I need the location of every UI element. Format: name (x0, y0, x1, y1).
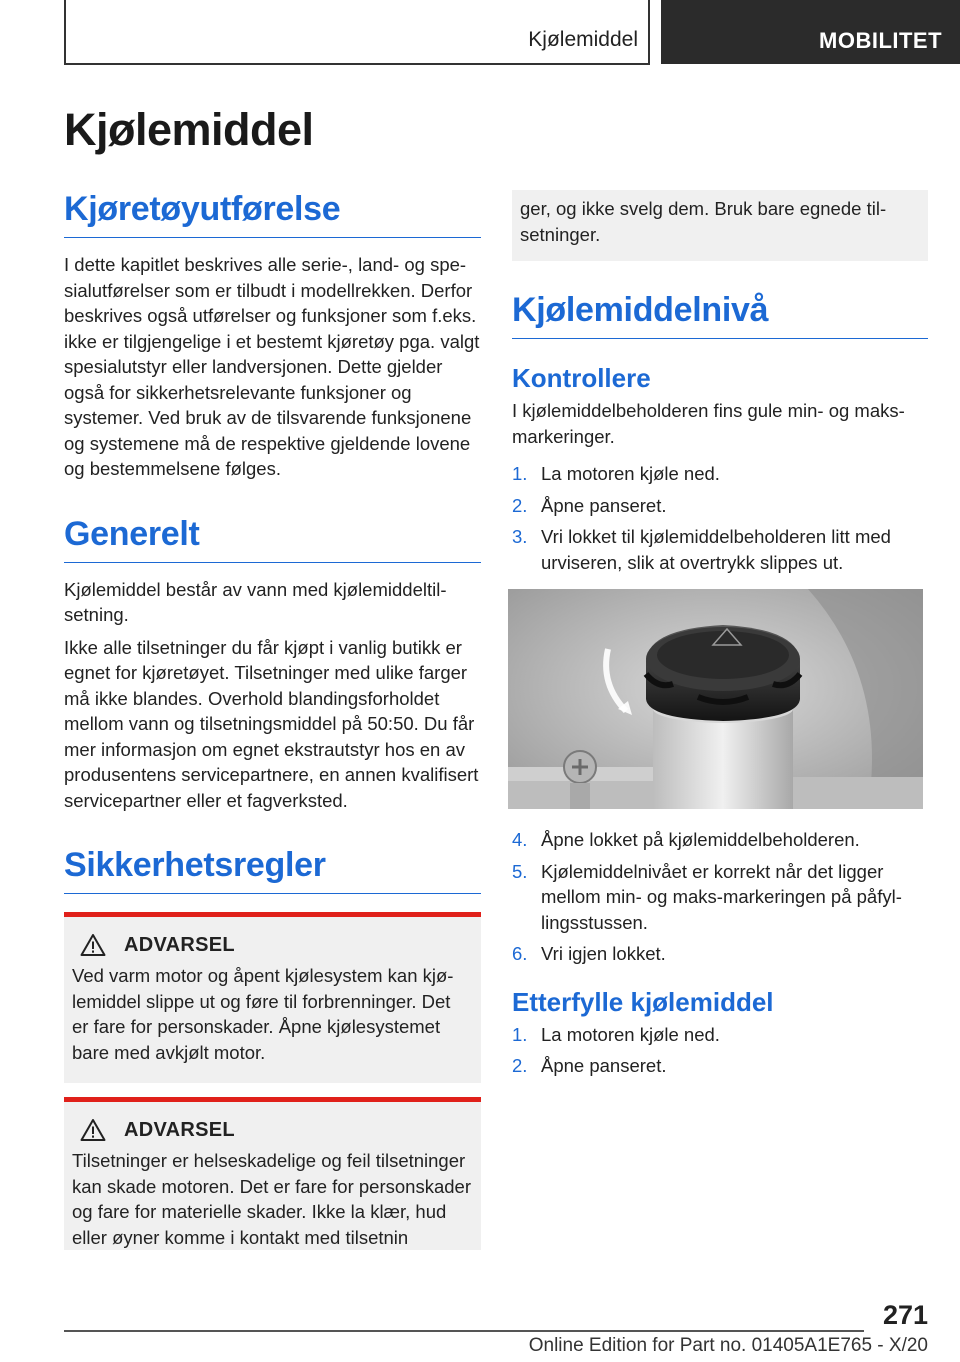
warning-box-additives (64, 1097, 481, 1250)
header-chapter-tab[interactable]: MOBILITET (661, 0, 960, 64)
section-title-safety: Sikkerhetsregler (64, 846, 481, 894)
warning-box-continued (512, 190, 928, 261)
check-steps-list (512, 461, 928, 575)
general-paragraph-2: Ikke alle tilsetninger du får kjøpt i vanlig butikk er egnet for kjøretøyet. Tilsetninger med ulike farger må ikke blandes. Overhold blandingsforholdet mellom vann og tilsetningsmiddel på 50:50. Du får mer informasjon om egnet ekstrautstyr hos en av produsentens servicepartnere, en annen kvalifisert servicepartner eller et fagverksted. (64, 636, 479, 811)
page-number: 271 (882, 1300, 928, 1330)
list-item: 1. La motoren kjøle ned. (512, 463, 720, 484)
warning-triangle-icon (80, 933, 106, 957)
section-title-coolant-level: Kjølemiddelnivå (512, 291, 928, 339)
header-bottom-rule (64, 63, 650, 65)
warning-box-hot-coolant (64, 912, 481, 1083)
list-item: 1. La motoren kjøle ned. (512, 1023, 720, 1045)
header-left-rule (64, 0, 66, 64)
section-title-vehicle-version: Kjøretøyutførelse (64, 190, 481, 238)
list-item: 5. Kjølemiddelnivået er korrekt når det ligger mellom min- og maks-markeringen på påfyllingsstussen. (512, 860, 902, 933)
coolant-cap-photo (508, 589, 923, 809)
warning-continued-text: ger, og ikke svelg dem. Bruk bare egnede tilsetninger. (520, 198, 887, 245)
footer-edition-text: Online Edition for Part no. 01405A1E765 - X/20 (528, 1335, 928, 1356)
warning-label: ADVARSEL (124, 1118, 235, 1141)
check-steps-list-continued (512, 827, 928, 967)
vehicle-version-paragraph: I dette kapitlet beskrives alle serie-, land- og spesialutførelser som er tilbudt i modellrekken. Derfor beskrives også utførelser og funksjoner som f.eks. ikke er tilgjengelige i et bestemt kjøretøy pga. valgt spesialutstyr eller landversjonen. Dette gjelder også for sikkerhetsrelevante funksjoner og systemer. Ved bruk av de tilsvarende funksjonene og systemene må de respektive gjeldende lovene og bestemmelsene følges. (64, 254, 480, 479)
page-title: Kjølemiddel (64, 104, 314, 155)
refill-steps-list (512, 1022, 928, 1079)
section-title-general: Generelt (64, 515, 481, 563)
subsection-title-check: Kontrollere (512, 363, 651, 393)
list-item: 3. Vri lokket til kjølemiddelbeholderen litt med urviseren, slik at overtrykk slippes ut. (512, 526, 891, 573)
list-item: 6. Vri igjen lokket. (512, 943, 666, 964)
header-right-rule (648, 0, 650, 64)
left-column (64, 190, 481, 1250)
warning-text: Ved varm motor og åpent kjølesystem kan kjølemiddel slippe ut og føre til forbrenninger. Det er fare for personskader. Åpne kjølesystemet bare med avkjølt motor. (72, 965, 454, 1063)
list-item: 2. Åpne panseret. (512, 1055, 667, 1076)
footer-rule (64, 1330, 864, 1332)
subsection-title-refill: Etterfylle kjølemiddel (512, 986, 774, 1017)
warning-text: Tilsetninger er helseskadelige og feil tilsetninger kan skade motoren. Det er fare for personskader og fare for materielle skader. Ikke la klær, hud eller øyner komme i kontakt med tilsetnin (72, 1150, 471, 1248)
list-item: 2. Åpne panseret. (512, 494, 667, 516)
general-paragraph-1: Kjølemiddel består av vann med kjølemiddeltilsetning. (64, 578, 447, 625)
right-column (512, 190, 928, 1085)
check-paragraph: I kjølemiddelbeholderen fins gule min- og maks-markeringer. (512, 400, 905, 447)
header-section-label: Kjølemiddel (528, 28, 638, 51)
warning-triangle-icon (80, 1118, 106, 1142)
list-item: 4. Åpne lokket på kjølemiddelbeholderen. (512, 829, 860, 850)
warning-label: ADVARSEL (124, 933, 235, 956)
